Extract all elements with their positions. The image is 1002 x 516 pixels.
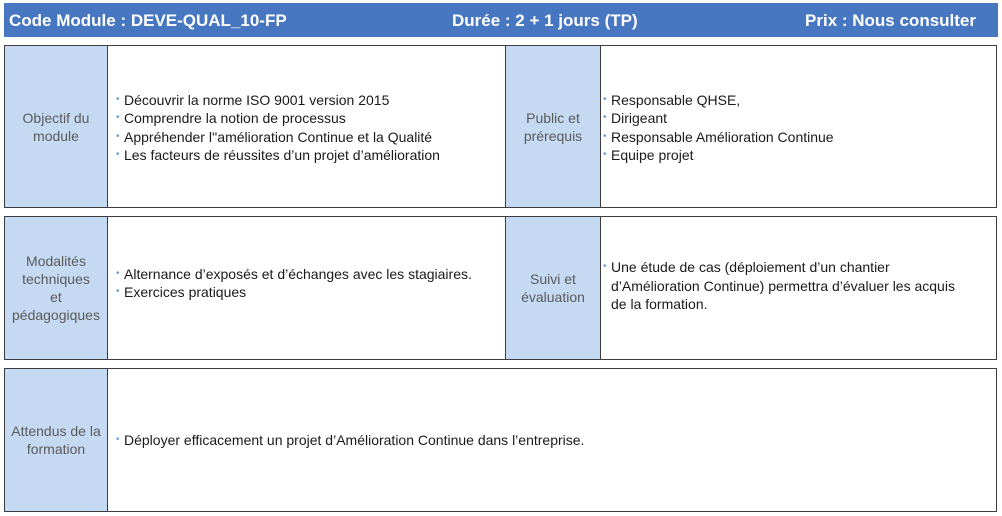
attendus-section	[4, 368, 997, 512]
modalites-label-line: Modalités	[26, 253, 86, 269]
public-label-line: Public et	[526, 109, 580, 126]
attendus-label-line: Attendus de la	[11, 423, 101, 439]
public-item: • Dirigeant	[603, 109, 834, 128]
public-item: • Responsable QHSE,	[603, 91, 834, 110]
module-duration: Durée : 2 + 1 jours (TP)	[452, 11, 638, 30]
objectif-content	[108, 46, 505, 207]
objectif-public-section	[4, 45, 997, 208]
attendus-content	[108, 369, 996, 511]
public-item: • Equipe projet	[603, 146, 834, 165]
public-item: • Responsable Amélioration Continue	[603, 128, 834, 147]
objectif-list	[116, 91, 440, 165]
suivi-label-line: évaluation	[521, 289, 585, 305]
suivi-label-line: Suivi et	[530, 271, 576, 287]
modalites-label-cell	[5, 217, 108, 359]
suivi-label-cell	[505, 217, 601, 359]
modalites-label-line: pédagogiques	[12, 307, 100, 323]
attendus-label-line: formation	[26, 441, 86, 457]
public-label-line: prérequis	[523, 127, 583, 144]
objectif-item: • Comprendre la notion de processus	[116, 109, 440, 128]
modalites-label-line: techniques	[22, 271, 90, 287]
module-price: Prix : Nous consulter	[805, 11, 976, 30]
modalites-item: • Alternance d’exposés et d’échanges avec les stagiaires.	[116, 265, 472, 284]
objectif-item: • Les facteurs de réussites d’un projet d’amélioration	[116, 146, 440, 165]
module-header	[4, 3, 998, 37]
attendus-label-cell	[5, 369, 108, 511]
public-label-cell	[505, 46, 601, 207]
suivi-content	[601, 217, 996, 359]
suivi-item: • Une étude de cas (déploiement d’un chantier d’Amélioration Continue) permettra d’évaluer les acquis de la formation.	[603, 258, 956, 314]
objectif-label-line: module	[33, 127, 79, 144]
modalites-label-line: et	[50, 289, 62, 305]
modalites-item: • Exercices pratiques	[116, 283, 472, 302]
objectif-label-cell	[5, 46, 108, 207]
objectif-item: • Appréhender l''amélioration Continue et la Qualité	[116, 128, 440, 147]
module-code: Code Module : DEVE-QUAL_10-FP	[9, 11, 287, 30]
modalites-list	[116, 265, 472, 302]
public-content	[601, 46, 996, 207]
objectif-item: • Découvrir la norme ISO 9001 version 2015	[116, 91, 440, 110]
public-list	[603, 91, 834, 165]
suivi-list	[603, 258, 956, 314]
objectif-label-line: Objectif du	[22, 109, 90, 126]
modalites-suivi-section	[4, 216, 997, 360]
attendus-item: • Déployer efficacement un projet d’Amélioration Continue dans l’entreprise.	[116, 431, 584, 450]
attendus-list	[116, 431, 584, 450]
modalites-content	[108, 217, 505, 359]
